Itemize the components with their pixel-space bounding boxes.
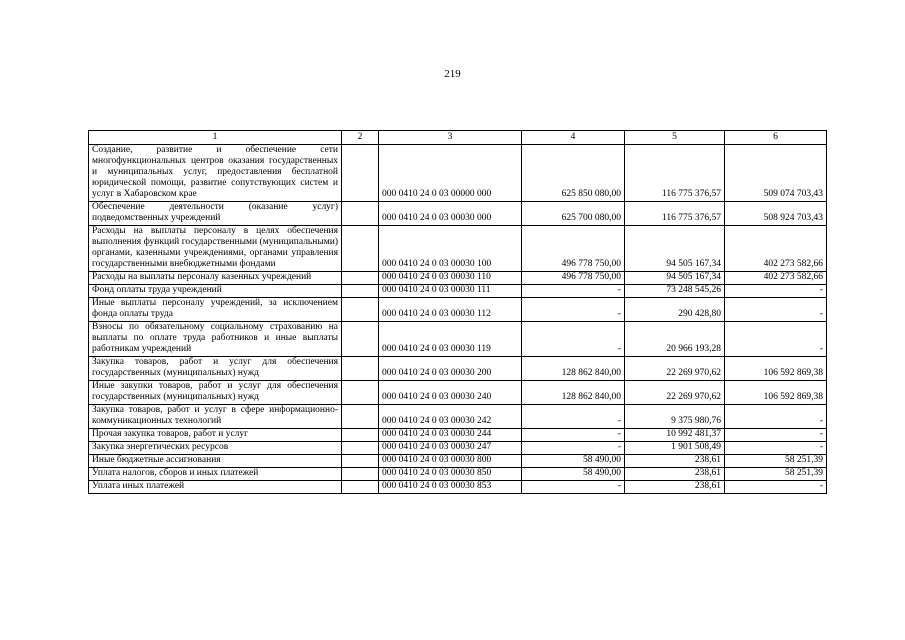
row-col2-cell	[342, 357, 379, 381]
row-executed-cell: 9 375 980,76	[625, 405, 725, 429]
row-executed-cell: 94 505 167,34	[625, 272, 725, 285]
row-name-cell: Иные выплаты персоналу учреждений, за исключением фонда оплаты труда	[89, 298, 342, 322]
row-executed-cell: 238,61	[625, 481, 725, 494]
row-remaining-cell: 58 251,39	[725, 455, 827, 468]
row-plan-cell: 58 490,00	[522, 455, 625, 468]
table-row	[89, 285, 827, 298]
header-col-4: 4	[522, 131, 625, 145]
row-name-cell: Закупка товаров, работ и услуг в сфере информационно-коммуникационных технологий	[89, 405, 342, 429]
row-plan-cell: 496 778 750,00	[522, 226, 625, 272]
table-row	[89, 468, 827, 481]
table-row	[89, 481, 827, 494]
row-executed-cell: 22 269 970,62	[625, 357, 725, 381]
row-code-cell: 000 0410 24 0 03 00030 200	[379, 357, 522, 381]
row-name-cell: Уплата иных платежей	[89, 481, 342, 494]
table-body	[89, 145, 827, 494]
row-code-cell: 000 0410 24 0 03 00030 242	[379, 405, 522, 429]
row-name-cell: Фонд оплаты труда учреждений	[89, 285, 342, 298]
row-code-cell: 000 0410 24 0 03 00030 240	[379, 381, 522, 405]
row-plan-cell: 58 490,00	[522, 468, 625, 481]
row-plan-cell: 625 700 080,00	[522, 202, 625, 226]
row-col2-cell	[342, 285, 379, 298]
row-executed-cell: 238,61	[625, 455, 725, 468]
table-row	[89, 405, 827, 429]
row-remaining-cell: -	[725, 481, 827, 494]
row-plan-cell: 496 778 750,00	[522, 272, 625, 285]
row-code-cell: 000 0410 24 0 03 00030 110	[379, 272, 522, 285]
row-col2-cell	[342, 322, 379, 357]
row-col2-cell	[342, 442, 379, 455]
row-name-cell: Закупка энергетических ресурсов	[89, 442, 342, 455]
row-plan-cell: -	[522, 298, 625, 322]
row-col2-cell	[342, 429, 379, 442]
row-name-cell: Взносы по обязательному социальному страхованию на выплаты по оплате труда работников и иные выплаты работникам учреждений	[89, 322, 342, 357]
row-plan-cell: 128 862 840,00	[522, 381, 625, 405]
row-col2-cell	[342, 381, 379, 405]
row-code-cell: 000 0410 24 0 03 00030 247	[379, 442, 522, 455]
row-remaining-cell: 508 924 703,43	[725, 202, 827, 226]
row-col2-cell	[342, 298, 379, 322]
row-plan-cell: -	[522, 285, 625, 298]
row-name-cell: Закупка товаров, работ и услуг для обеспечения государственных (муниципальных) нужд	[89, 357, 342, 381]
row-remaining-cell: -	[725, 298, 827, 322]
table-row	[89, 298, 827, 322]
row-remaining-cell: -	[725, 322, 827, 357]
row-col2-cell	[342, 202, 379, 226]
row-executed-cell: 116 775 376,57	[625, 202, 725, 226]
table-row	[89, 455, 827, 468]
row-executed-cell: 290 428,80	[625, 298, 725, 322]
row-plan-cell: -	[522, 481, 625, 494]
row-name-cell: Обеспечение деятельности (оказание услуг) подведомственных учреждений	[89, 202, 342, 226]
table-row	[89, 322, 827, 357]
row-executed-cell: 20 966 193,28	[625, 322, 725, 357]
row-code-cell: 000 0410 24 0 03 00030 111	[379, 285, 522, 298]
row-code-cell: 000 0410 24 0 03 00030 850	[379, 468, 522, 481]
row-name-cell: Иные бюджетные ассигнования	[89, 455, 342, 468]
row-plan-cell: -	[522, 429, 625, 442]
row-remaining-cell: -	[725, 285, 827, 298]
row-name-cell: Расходы на выплаты персоналу в целях обеспечения выполнения функций государственными (муниципальными) органами, казенными учреждениями, органами управления государственными внебюджетными фондами	[89, 226, 342, 272]
row-code-cell: 000 0410 24 0 03 00030 000	[379, 202, 522, 226]
row-col2-cell	[342, 405, 379, 429]
table-row	[89, 381, 827, 405]
row-col2-cell	[342, 226, 379, 272]
header-col-5: 5	[625, 131, 725, 145]
row-plan-cell: 625 850 080,00	[522, 145, 625, 202]
row-remaining-cell: 58 251,39	[725, 468, 827, 481]
row-name-cell: Расходы на выплаты персоналу казенных учреждений	[89, 272, 342, 285]
row-executed-cell: 116 775 376,57	[625, 145, 725, 202]
table-row	[89, 145, 827, 202]
table-row	[89, 272, 827, 285]
header-col-6: 6	[725, 131, 827, 145]
table-row	[89, 429, 827, 442]
row-plan-cell: -	[522, 322, 625, 357]
row-col2-cell	[342, 145, 379, 202]
header-col-2: 2	[342, 131, 379, 145]
row-name-cell: Уплата налогов, сборов и иных платежей	[89, 468, 342, 481]
row-code-cell: 000 0410 24 0 03 00030 112	[379, 298, 522, 322]
row-col2-cell	[342, 481, 379, 494]
row-remaining-cell: -	[725, 429, 827, 442]
row-remaining-cell: -	[725, 405, 827, 429]
row-name-cell: Иные закупки товаров, работ и услуг для обеспечения государственных (муниципальных) нужд	[89, 381, 342, 405]
row-plan-cell: 128 862 840,00	[522, 357, 625, 381]
row-remaining-cell: 106 592 869,38	[725, 381, 827, 405]
row-name-cell: Прочая закупка товаров, работ и услуг	[89, 429, 342, 442]
row-executed-cell: 22 269 970,62	[625, 381, 725, 405]
table-row	[89, 357, 827, 381]
row-col2-cell	[342, 272, 379, 285]
row-executed-cell: 73 248 545,26	[625, 285, 725, 298]
page-number: 219	[444, 68, 461, 80]
header-row	[89, 131, 827, 145]
row-remaining-cell: 509 074 703,43	[725, 145, 827, 202]
row-col2-cell	[342, 468, 379, 481]
row-col2-cell	[342, 455, 379, 468]
row-plan-cell: -	[522, 405, 625, 429]
header-col-3: 3	[379, 131, 522, 145]
row-code-cell: 000 0410 24 0 03 00030 800	[379, 455, 522, 468]
row-code-cell: 000 0410 24 0 03 00030 853	[379, 481, 522, 494]
row-name-cell: Создание, развитие и обеспечение сети многофункциональных центров оказания государственных и муниципальных услуг, предоставления бесплатной юридической помощи, развитие сопутствующих систем и услуг в Хабаровском крае	[89, 145, 342, 202]
header-col-1: 1	[89, 131, 342, 145]
row-code-cell: 000 0410 24 0 03 00030 100	[379, 226, 522, 272]
row-plan-cell: -	[522, 442, 625, 455]
row-executed-cell: 10 992 481,37	[625, 429, 725, 442]
row-remaining-cell: 402 273 582,66	[725, 226, 827, 272]
row-remaining-cell: -	[725, 442, 827, 455]
table-row	[89, 442, 827, 455]
row-code-cell: 000 0410 24 0 03 00030 119	[379, 322, 522, 357]
row-executed-cell: 94 505 167,34	[625, 226, 725, 272]
row-remaining-cell: 402 273 582,66	[725, 272, 827, 285]
row-code-cell: 000 0410 24 0 03 00000 000	[379, 145, 522, 202]
budget-table	[88, 130, 827, 494]
table-row	[89, 226, 827, 272]
row-executed-cell: 238,61	[625, 468, 725, 481]
row-code-cell: 000 0410 24 0 03 00030 244	[379, 429, 522, 442]
row-remaining-cell: 106 592 869,38	[725, 357, 827, 381]
row-executed-cell: 1 901 508,49	[625, 442, 725, 455]
table-row	[89, 202, 827, 226]
